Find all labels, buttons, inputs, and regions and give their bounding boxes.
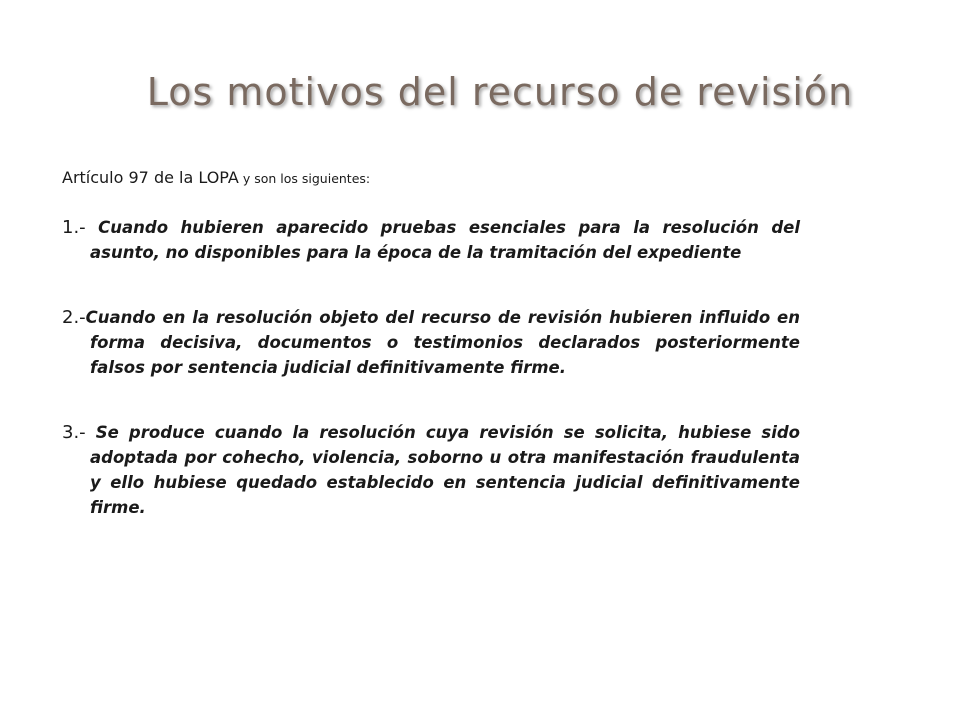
list-item bbox=[62, 305, 800, 380]
point-text: Cuando hubieren aparecido pruebas esenciales para la resolución del asunto, no disponibles para la época de la tramitación del expediente bbox=[90, 218, 801, 262]
list-item bbox=[62, 420, 800, 520]
point-number: 1.- bbox=[62, 217, 99, 238]
slide-content bbox=[62, 168, 800, 560]
intro-line bbox=[62, 168, 800, 187]
point-number: 2.- bbox=[62, 307, 86, 328]
list-item bbox=[62, 215, 800, 265]
point-text: Cuando en la resolución objeto del recurso de revisión hubieren influido en forma decisiva, documentos o testimonios declarados posteriormente falsos por sentencia judicial definitivamente firme. bbox=[85, 308, 800, 377]
point-number: 3.- bbox=[62, 422, 96, 443]
point-text: Se produce cuando la resolución cuya revisión se solicita, hubiese sido adoptada por cohecho, violencia, soborno u otra manifestación fraudulenta y ello hubiese quedado establecido en sentencia judicial definitivamente firme. bbox=[90, 423, 801, 517]
slide-title: Los motivos del recurso de revisión bbox=[146, 70, 854, 114]
intro-small: y son los siguientes: bbox=[238, 171, 371, 186]
intro-main: Artículo 97 de la LOPA bbox=[62, 168, 239, 187]
